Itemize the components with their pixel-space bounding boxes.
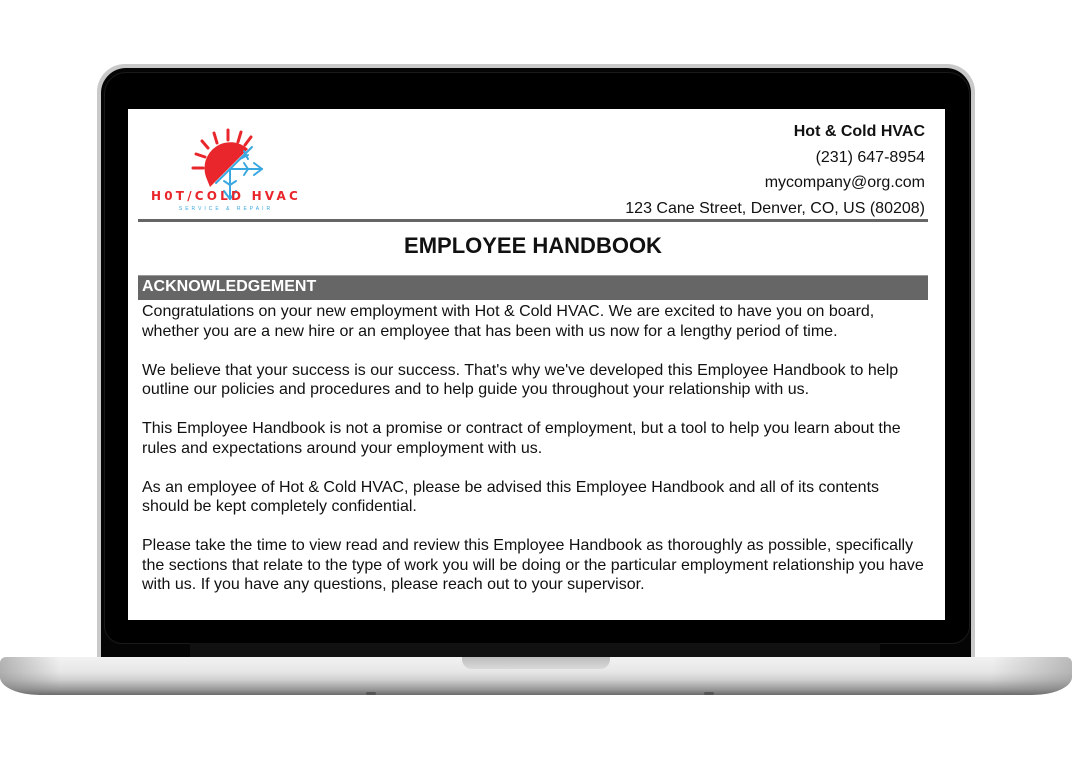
paragraph: Please take the time to view read and review this Employee Handbook as thoroughly as possible, specifically the sections that relate to the type of work you will be doing or the particular employment relationship you have with us. If you have any questions, please reach out to your supervisor. xyxy=(142,537,924,593)
company-email: mycompany@org.com xyxy=(764,174,925,191)
logo-tagline: SERVICE & REPAIR xyxy=(178,206,274,212)
document-title: EMPLOYEE HANDBOOK xyxy=(404,233,662,258)
company-address: 123 Cane Street, Denver, CO, US (80208) xyxy=(625,199,925,217)
logo-wordmark: H0T/COLD HVAC xyxy=(151,189,301,203)
paragraph: Congratulations on your new employment with Hot & Cold HVAC. We are excited to have you on board, whether you are a new hire or an employee that has been with us now for a lengthy period of time. xyxy=(142,303,875,340)
paragraph: As an employee of Hot & Cold HVAC, please be advised this Employee Handbook and all of its contents should be kept completely confidential. xyxy=(142,478,880,515)
section-body xyxy=(142,302,927,614)
contact-block xyxy=(625,119,925,221)
company-phone: (231) 647-8954 xyxy=(815,148,925,166)
laptop-foot xyxy=(704,692,714,695)
section-heading: ACKNOWLEDGEMENT xyxy=(142,278,317,295)
laptop-foot xyxy=(366,692,376,695)
laptop-screen xyxy=(128,109,945,620)
section-heading-bar xyxy=(138,275,928,300)
laptop-base-shade-right xyxy=(992,657,1072,695)
paragraph: This Employee Handbook is not a promise or contract of employment, but a tool to help you learn about the rules and expectations around your employment with us. xyxy=(142,420,901,457)
header-divider xyxy=(138,219,928,222)
company-name: Hot & Cold HVAC xyxy=(793,123,925,140)
laptop-hinge xyxy=(190,643,880,657)
paragraph: We believe that your success is our success. That's why we've developed this Employee Handbook to help outline our policies and procedures and to help guide you throughout your relationship with us. xyxy=(142,361,899,398)
laptop-base-shade-left xyxy=(0,657,60,695)
laptop-opening-notch xyxy=(462,657,610,669)
